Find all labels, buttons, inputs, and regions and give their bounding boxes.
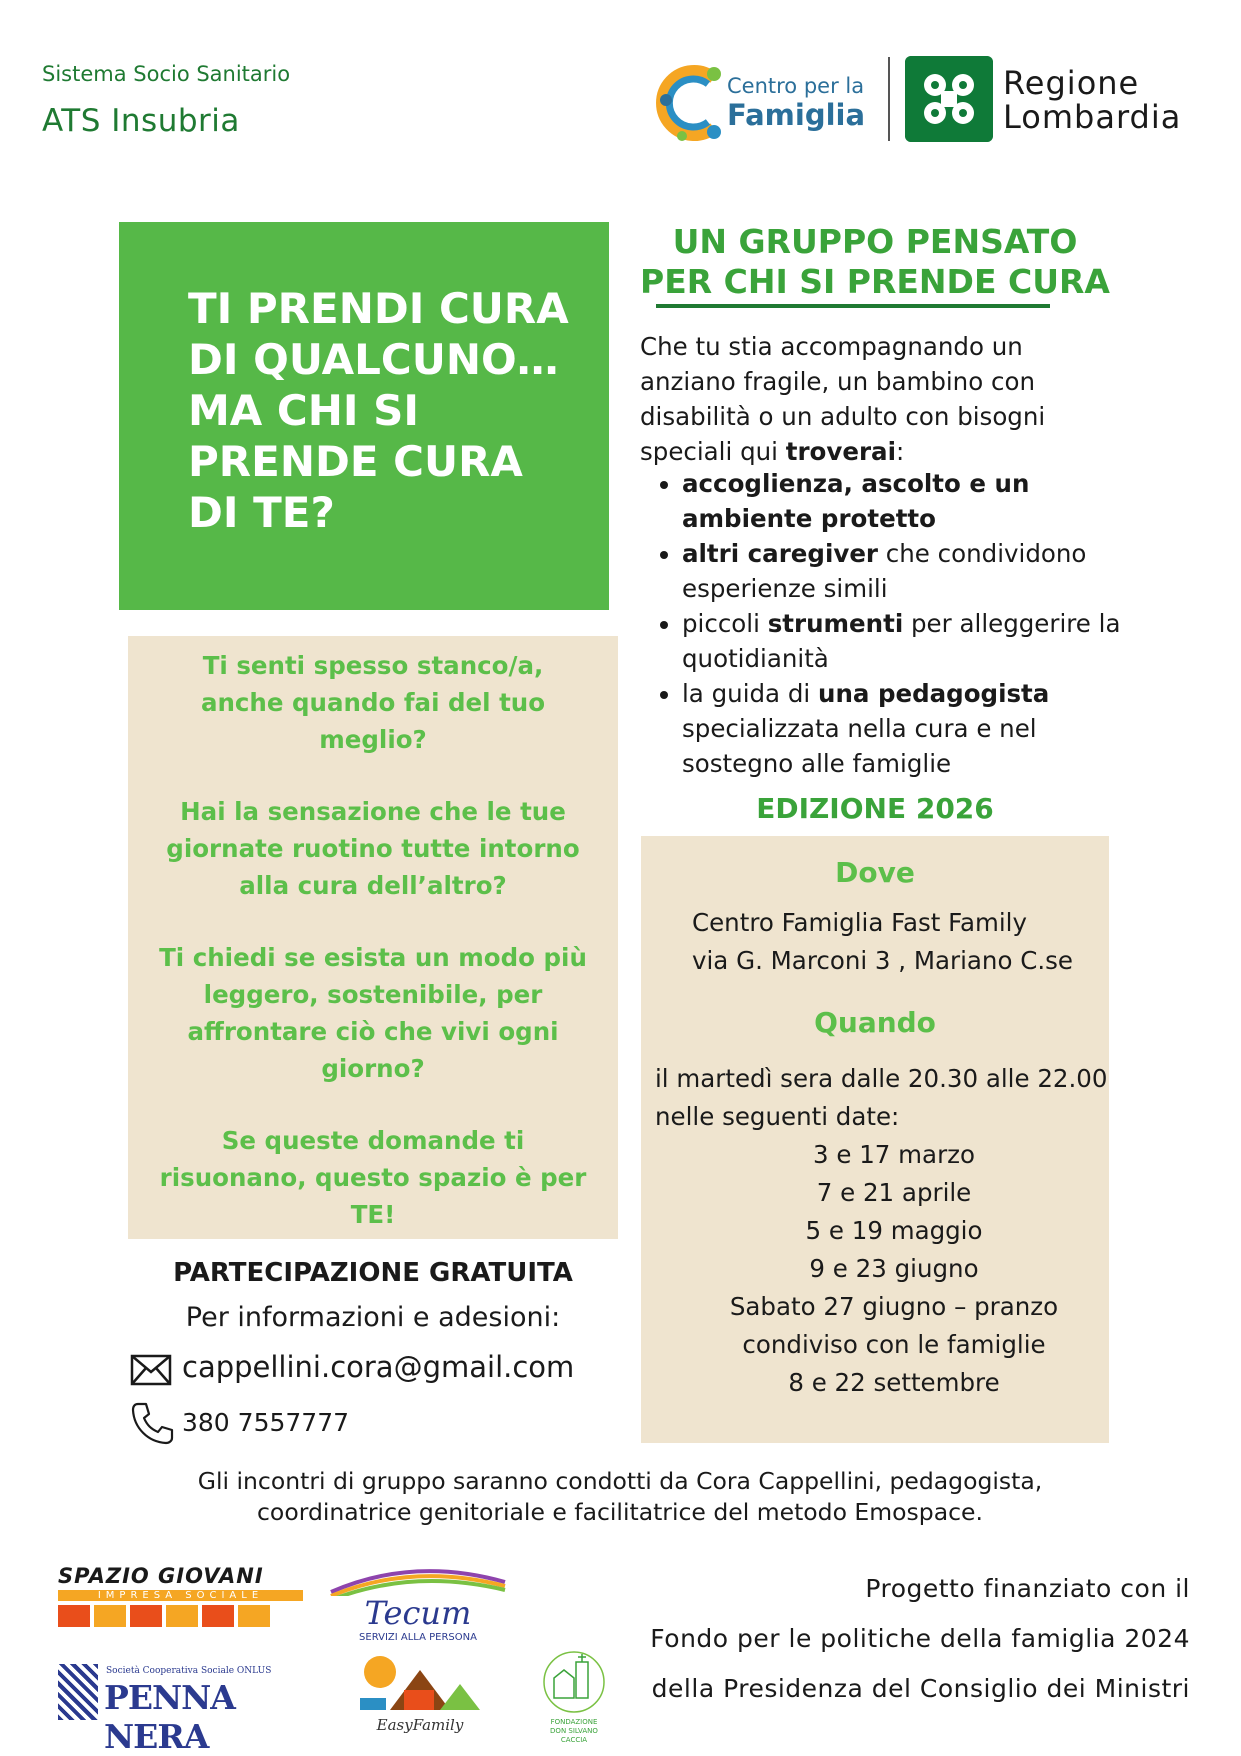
benefits-list [640, 466, 1142, 781]
fond-logo-line: DON SILVANO [550, 1727, 598, 1735]
intro-colon: : [896, 437, 905, 466]
tecum-logo-sub: SERVIZI ALLA PERSONA [359, 1632, 477, 1643]
easy-logo-text: EasyFamily [376, 1716, 464, 1734]
regione-lombardia-logo-icon [905, 56, 993, 142]
penna-logo-text: PENNA NERA [104, 1678, 235, 1756]
fond-logo-line: CACCIA [560, 1736, 588, 1744]
tecum-logo [323, 1562, 513, 1642]
email-link[interactable]: cappellini.cora@gmail.com [182, 1350, 575, 1384]
funding-line3: della Presidenza del Consiglio dei Ministri [651, 1674, 1190, 1703]
list-item: • accoglienza, ascolto e un ambiente protetto [682, 466, 1142, 536]
question-line: risuonano, questo spazio è per [159, 1163, 587, 1192]
tecum-logo-text: Tecum [364, 1594, 472, 1632]
penna-pattern-icon [58, 1664, 98, 1720]
when-line1: il martedì sera dalle 20.30 alle 22.00 [655, 1064, 1108, 1093]
church-icon [528, 1648, 620, 1714]
question-line: giornate ruotino tutte intorno [166, 834, 580, 863]
hero-line: PRENDE CURA [188, 437, 523, 486]
date-line: 9 e 23 giugno [809, 1254, 979, 1283]
where-line1: Centro Famiglia Fast Family [692, 908, 1027, 937]
hero-heading [188, 283, 598, 538]
hero-line: DI QUALCUNO… [188, 335, 559, 384]
date-line: 7 e 21 aprile [816, 1178, 972, 1207]
group-title [630, 222, 1120, 302]
list-item: • piccoli strumenti per alleggerire la quotidianità [682, 606, 1142, 676]
funding-line2: Fondo per le politiche della famiglia 2024 [650, 1624, 1190, 1653]
phone-link[interactable]: 380 7557777 [182, 1408, 350, 1437]
title-underline [656, 304, 1050, 308]
question-line: Ti chiedi se esista un modo più [159, 943, 587, 972]
question-line: Se queste domande ti [221, 1126, 525, 1155]
intro-bold: troverai [785, 437, 896, 466]
mail-icon [130, 1354, 172, 1386]
hero-line: MA CHI SI [188, 386, 420, 435]
intro-line: anziano fragile, un bambino con [640, 367, 1035, 396]
edition-label: EDIZIONE 2026 [756, 792, 994, 825]
hero-line: DI TE? [188, 488, 335, 537]
rainbow-arc-icon [323, 1562, 513, 1596]
when-heading: Quando [814, 1006, 936, 1039]
spazio-logo-sub: IMPRESA SOCIALE [58, 1590, 303, 1601]
date-line: 3 e 17 marzo [812, 1140, 975, 1169]
group-intro [640, 329, 1080, 469]
header-divider [888, 57, 890, 141]
centro-famiglia-text1: Centro per la [727, 74, 865, 98]
regione-text1: Regione [1003, 64, 1140, 102]
question-line: meglio? [319, 725, 427, 754]
where-line2: via G. Marconi 3 , Mariano C.se [692, 946, 1073, 975]
question-line: anche quando fai del tuo [200, 688, 546, 717]
credits-line: Gli incontri di gruppo saranno condotti da Cora Cappellini, pedagogista, [197, 1467, 1043, 1495]
question-1 [140, 647, 606, 758]
list-item: • la guida di una pedagogista specializzata nella cura e nel sostegno alle famiglie [682, 676, 1142, 781]
penna-nera-logo [58, 1664, 318, 1756]
date-line: 8 e 22 settembre [788, 1368, 1000, 1397]
list-item: • altri caregiver che condividono esperienze simili [682, 536, 1142, 606]
date-line: condiviso con le famiglie [742, 1330, 1046, 1359]
regione-text2: Lombardia [1003, 98, 1182, 136]
date-line: Sabato 27 giugno – pranzo [729, 1292, 1059, 1321]
question-3 [140, 939, 606, 1087]
centro-famiglia-logo-icon [652, 60, 732, 146]
funding-line1: Progetto finanziato con il [865, 1574, 1190, 1603]
question-line: Hai la sensazione che le tue [180, 797, 566, 826]
participation-subtitle: Per informazioni e adesioni: [185, 1302, 561, 1333]
intro-line: disabilità o un adulto con bisogni [640, 402, 1046, 431]
question-line: giorno? [321, 1054, 425, 1083]
participation-title: PARTECIPAZIONE GRATUITA [173, 1258, 573, 1288]
intro-line: speciali qui [640, 437, 786, 466]
intro-line: Che tu stia accompagnando un [640, 332, 1023, 361]
fondazione-logo [528, 1648, 620, 1744]
spazio-logo-tiles [58, 1605, 308, 1627]
question-line: leggero, sostenibile, per [203, 980, 543, 1009]
spazio-logo-text: SPAZIO GIOVANI [58, 1564, 264, 1588]
credits [120, 1466, 1120, 1528]
easy-family-logo [340, 1650, 500, 1732]
question-4 [140, 1122, 606, 1233]
group-title-line: PER CHI SI PRENDE CURA [640, 262, 1110, 301]
question-2 [140, 793, 606, 904]
question-line: TE! [350, 1200, 396, 1229]
spazio-giovani-logo [58, 1564, 308, 1636]
house-sun-icon [340, 1650, 500, 1712]
where-heading: Dove [835, 856, 915, 889]
header-organization-line2: ATS Insubria [42, 103, 240, 139]
date-line: 5 e 19 maggio [805, 1216, 983, 1245]
question-line: affrontare ciò che vivi ogni [187, 1017, 559, 1046]
phone-icon [130, 1401, 174, 1445]
fond-logo-line: FONDAZIONE [550, 1718, 598, 1726]
question-line: Ti senti spesso stanco/a, [202, 651, 544, 680]
penna-logo-sub: Società Cooperativa Sociale ONLUS [106, 1666, 272, 1676]
centro-famiglia-text2: Famiglia [727, 98, 866, 132]
group-title-line: UN GRUPPO PENSATO [672, 222, 1078, 261]
credits-line: coordinatrice genitoriale e facilitatrice del metodo Emospace. [257, 1498, 983, 1526]
header-organization-line1: Sistema Socio Sanitario [42, 62, 291, 86]
hero-line: TI PRENDI CURA [188, 284, 569, 333]
question-line: alla cura dell’altro? [239, 871, 507, 900]
when-line2: nelle seguenti date: [655, 1102, 900, 1131]
